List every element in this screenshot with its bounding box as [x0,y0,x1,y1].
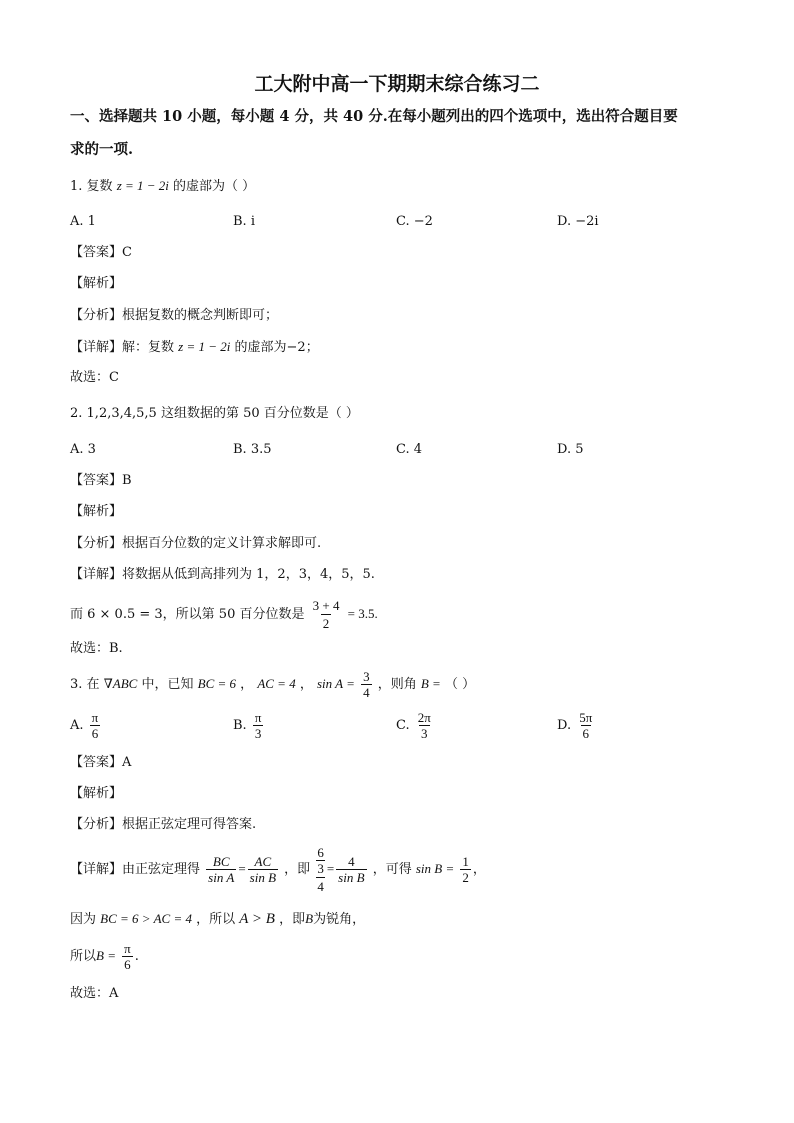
q2-analysis-label: 【解析】 [70,504,123,519]
q3-option-c-frac [416,710,433,741]
q3-option-b-num: π [254,710,262,725]
q3-f4-num: 1 [462,854,469,869]
q3-sep2: ， [299,677,313,692]
q3-paren: （ ） [444,677,476,692]
q3-conclusion: 故选：A [70,986,119,1001]
q3-option-a-frac [90,710,101,741]
q3-nested-mid: 3 [317,861,324,876]
q3-f2-den: sin B [249,870,277,885]
q3-because-post: ，即 [279,912,306,927]
q1-fenxi [70,307,278,325]
q3-so-den: 6 [124,957,131,972]
q3-sep1: ， [240,677,254,692]
q3-so-end: . [134,949,139,964]
answer-label: 【答案】 [70,473,123,488]
q3-ac: AC = 4 [257,676,296,691]
q2-frac-num: 3 + 4 [312,598,340,613]
fenxi-label: 【分析】 [70,817,123,832]
q3-option-c-den: 3 [421,726,428,741]
q3-option-d-label: D. [557,718,572,733]
q1-detail-pre: 解：复数 [122,340,175,355]
q3-so [70,936,139,977]
q2-frac-den: 2 [322,616,330,631]
q2-stem: 2. 1,2,3,4,5,5 这组数据的第 50 百分位数是（ ） [70,406,359,421]
fenxi-label: 【分析】 [70,308,123,323]
q3-option-d [557,710,596,741]
q3-option-c-label: C. [396,718,410,733]
q1-stem-end: 的虚部为（ ） [173,179,256,194]
q1-option-a: A. 1 [70,214,96,229]
q2-answer-value: B [122,473,132,488]
q3-detail-pre: 由正弦定理得 [122,862,201,877]
q3-sinb: sin B = [415,861,455,876]
section-instructions-line2: 求的一项. [70,141,134,158]
q3-fenxi-text: 根据正弦定理可得答案. [122,817,257,832]
q3-option-b [233,710,265,741]
q3-detail [70,840,486,899]
q3-f1-num: BC [212,854,230,869]
q1-math: z = 1 − 2i [116,178,169,193]
q3-bc: BC = 6 [197,676,237,691]
q3-sin-a: sin A = [317,676,355,691]
q3-option-a-den: 6 [91,726,99,741]
detail-label: 【详解】 [70,340,123,355]
answer-label: 【答案】 [70,755,123,770]
q2-fraction [311,597,342,632]
q3-f1-den: sin A [208,870,235,885]
q2-line2-post: = 3.5. [347,606,378,621]
q3-because-b: B [305,911,314,926]
q1-detail-post: 的虚部为−2； [234,340,319,355]
q1-analysis-label: 【解析】 [70,276,123,291]
q2-option-a: A. 3 [70,442,96,457]
equals-sign: = [238,861,246,876]
q3-f1 [206,854,236,885]
q3-option-d-num: 5π [579,710,593,725]
q2-option-b: B. 3.5 [233,442,272,457]
q3-stem-mid: 中，已知 [141,677,194,692]
q3-option-b-label: B. [233,718,247,733]
q3-option-d-den: 6 [582,726,590,741]
q3-nested-fraction [316,845,325,894]
q1-option-d: D. −2i [557,214,599,229]
q2-detail-text: 将数据从低到高排列为 1，2，3，4，5，5. [122,567,375,582]
q1-option-c: C. −2 [396,214,433,229]
q3-because-math2: A > B [239,911,275,927]
q3-detail-end: ， [472,862,486,877]
q3-f3-num: 4 [348,854,355,869]
q2-line2-pre: 而 6 × 0.5 = 3，所以第 50 百分位数是 [70,607,305,622]
q2-option-d: D. 5 [557,442,584,457]
q3-nested-top: 6 [317,845,324,860]
q2-detail-line2 [70,597,378,632]
q3-option-b-frac [253,710,264,741]
q2-fenxi [70,535,321,553]
q2-fenxi-text: 根据百分位数的定义计算求解即可. [122,536,322,551]
fenxi-label: 【分析】 [70,536,123,551]
q3-f2 [248,854,278,885]
q3-detail-mid: ，即 [284,862,311,877]
q3-because-end: 为锐角， [313,912,366,927]
q3-stem [70,666,475,703]
q3-nested-bot: 4 [317,879,324,894]
q3-because [70,910,365,929]
q3-option-c-num: 2π [417,710,431,725]
q3-f4 [460,854,471,885]
q3-option-d-frac [577,710,594,741]
q3-option-b-den: 3 [254,726,262,741]
equals-sign: = [326,861,335,876]
detail-label: 【详解】 [70,567,123,582]
q1-stem [70,177,255,196]
q3-sin-fraction [361,669,372,700]
q3-so-num: π [124,941,131,956]
q3-option-c [396,710,435,741]
q3-stem-post: ，则角 [377,677,417,692]
q3-fenxi [70,816,256,834]
q1-answer [70,244,132,262]
q3-detail-mid2: ，可得 [372,862,412,877]
q1-number-label: 1. 复数 [70,179,113,194]
q1-detail-math: z = 1 − 2i [178,339,231,354]
q3-f3-den: sin B [338,870,365,885]
section-instructions-line1: 一、选择题共 10 小题，每小题 4 分，共 40 分.在每小题列出的四个选项中，选出符合题目要 [70,108,678,125]
q1-option-b: B. i [233,214,255,229]
q3-sin-den: 4 [363,685,370,700]
answer-label: 【答案】 [70,245,123,260]
q2-option-c: C. 4 [396,442,423,457]
q3-because-pre: 因为 [70,912,97,927]
q3-option-a [70,710,102,741]
q3-option-a-label: A. [70,718,84,733]
q1-conclusion: 故选：C [70,370,119,385]
q3-f3 [336,854,366,885]
q2-detail [70,566,375,584]
q3-so-b: B = [96,948,116,963]
q3-answer [70,754,131,772]
q3-because-math: BC = 6 > AC = 4 [100,911,192,926]
q3-f2-num: AC [254,854,272,869]
q3-so-pre: 所以 [70,949,97,964]
q3-option-a-num: π [91,710,99,725]
q3-number-label: 3. 在 [70,677,100,692]
q3-sin-num: 3 [363,669,370,684]
q3-because-mid: ，所以 [196,912,236,927]
q1-detail [70,338,319,357]
q3-b-eq: B = [420,676,441,691]
q3-so-frac [122,941,133,972]
q3-f4-den: 2 [462,870,469,885]
q3-triangle: ∇ABC [103,676,138,691]
detail-label: 【详解】 [70,862,123,877]
q3-answer-value: A [122,755,132,770]
q3-analysis-label: 【解析】 [70,786,123,801]
page-title: 工大附中高一下期期末综合练习二 [254,73,540,95]
q3-nested-bar [316,877,325,878]
q2-answer [70,472,132,490]
q2-conclusion: 故选：B. [70,641,123,656]
q1-fenxi-text: 根据复数的概念判断即可； [122,308,279,323]
q1-answer-value: C [122,245,132,260]
